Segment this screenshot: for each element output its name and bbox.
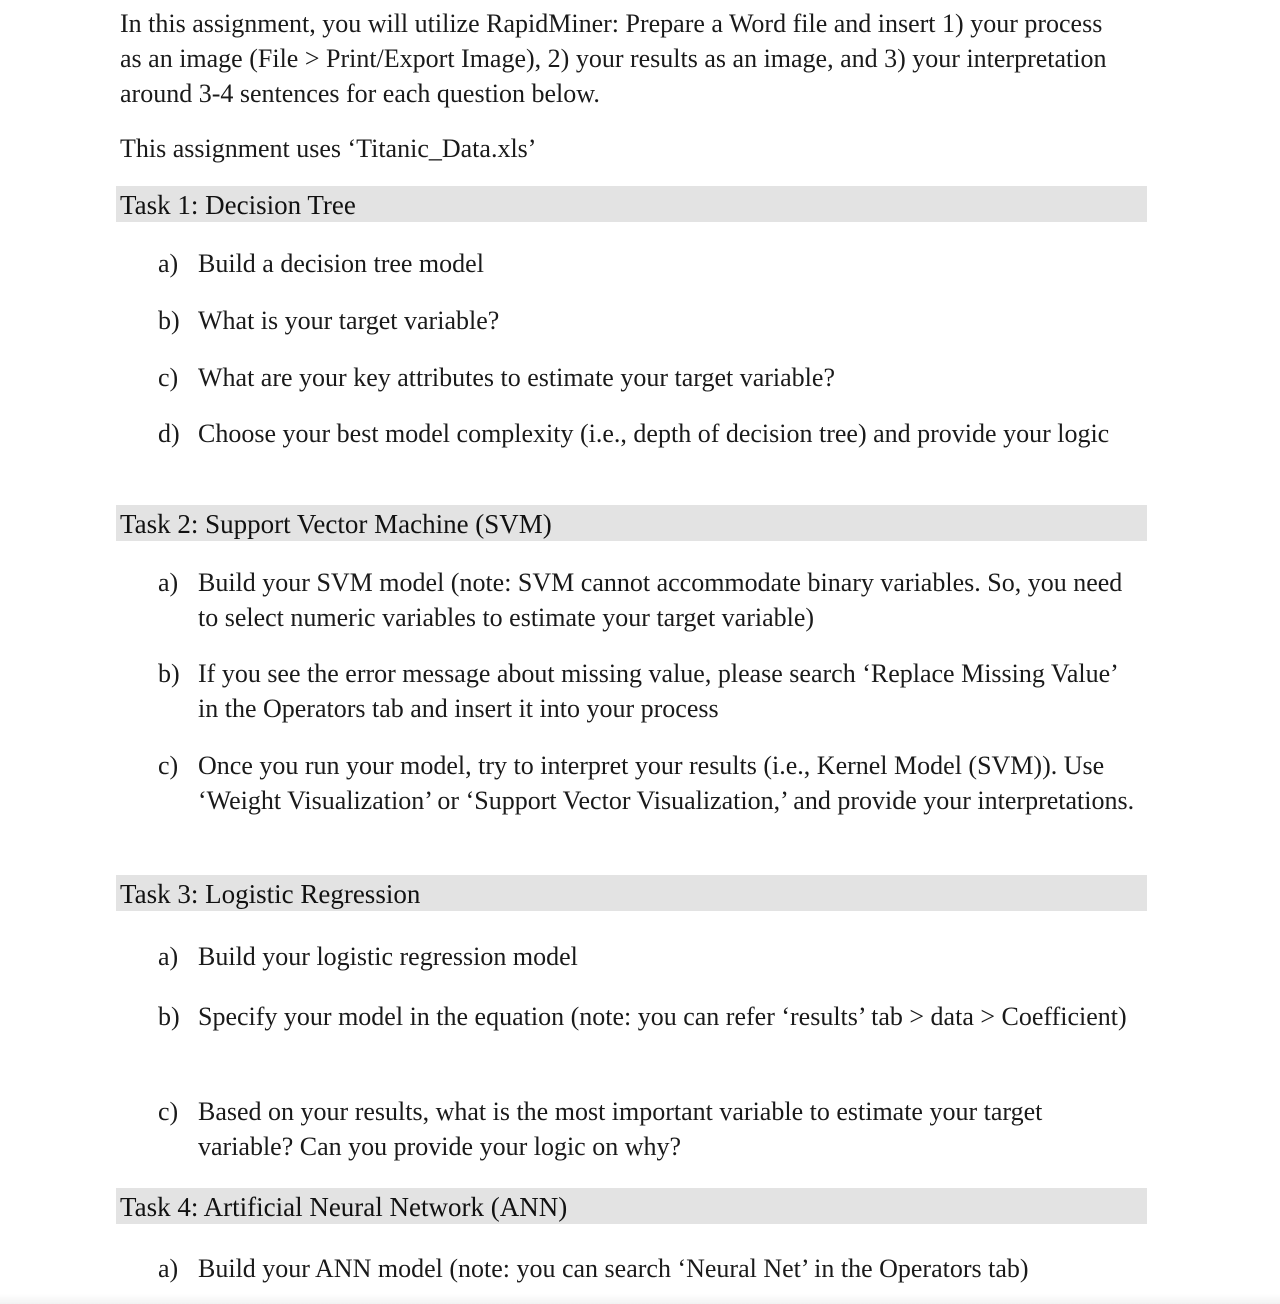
item-marker: c) bbox=[158, 363, 179, 392]
list-item bbox=[158, 1094, 1138, 1164]
item-marker: a) bbox=[158, 1254, 179, 1283]
list-item bbox=[158, 303, 1138, 338]
item-marker: b) bbox=[158, 1002, 180, 1031]
item-text: If you see the error message about missing value, please search ‘Replace Missing Value’ in the Operators tab and insert it into your process bbox=[198, 659, 1117, 723]
item-text: Choose your best model complexity (i.e., depth of decision tree) and provide your logic bbox=[198, 419, 1110, 448]
item-text: Build your logistic regression model bbox=[198, 942, 578, 971]
dataset-note: This assignment uses ‘Titanic_Data.xls’ bbox=[120, 134, 537, 163]
item-text: Build a decision tree model bbox=[198, 249, 484, 278]
item-text: Build your ANN model (note: you can search ‘Neural Net’ in the Operators tab) bbox=[198, 1254, 1029, 1283]
item-marker: a) bbox=[158, 568, 179, 597]
item-text: What are your key attributes to estimate your target variable? bbox=[198, 363, 835, 392]
list-item bbox=[158, 416, 1138, 451]
item-text: Based on your results, what is the most important variable to estimate your target variable? Can you provide your logic on why? bbox=[198, 1097, 1043, 1161]
task-heading-bar bbox=[116, 186, 1147, 222]
list-item bbox=[158, 1251, 1138, 1286]
list-item bbox=[158, 939, 1138, 974]
task-heading-bar bbox=[116, 505, 1147, 541]
list-item bbox=[158, 748, 1138, 818]
task-4-heading: Task 4: Artificial Neural Network (ANN) bbox=[120, 1192, 568, 1222]
item-marker: a) bbox=[158, 942, 179, 971]
list-item bbox=[158, 999, 1138, 1034]
item-marker: d) bbox=[158, 419, 180, 448]
task-2-heading: Task 2: Support Vector Machine (SVM) bbox=[120, 509, 552, 539]
list-item bbox=[158, 360, 1138, 395]
list-item bbox=[158, 565, 1138, 635]
page-bottom-shadow bbox=[0, 1294, 1280, 1304]
item-marker: b) bbox=[158, 306, 180, 335]
list-item bbox=[158, 246, 1138, 281]
task-heading-bar bbox=[116, 875, 1147, 911]
item-marker: c) bbox=[158, 751, 179, 780]
item-text: Build your SVM model (note: SVM cannot accommodate binary variables. So, you need to select numeric variables to estimate your target variable) bbox=[198, 568, 1123, 632]
list-item bbox=[158, 656, 1138, 726]
item-marker: a) bbox=[158, 249, 179, 278]
item-text: Specify your model in the equation (note: you can refer ‘results’ tab > data > Coefficient) bbox=[198, 1002, 1127, 1031]
item-text: Once you run your model, try to interpret your results (i.e., Kernel Model (SVM)). Use ‘Weight Visualization’ or ‘Support Vector Visualization,’ and provide your interpretations. bbox=[198, 751, 1135, 815]
item-text: What is your target variable? bbox=[198, 306, 500, 335]
intro-paragraph: In this assignment, you will utilize RapidMiner: Prepare a Word file and insert 1) your process as an image (File > Print/Export Image), 2) your results as an image, and 3) your interpretation around 3-4 sentences for each question below. bbox=[120, 9, 1107, 108]
task-3-heading: Task 3: Logistic Regression bbox=[120, 879, 421, 909]
item-marker: c) bbox=[158, 1097, 179, 1126]
item-marker: b) bbox=[158, 659, 180, 688]
task-1-heading: Task 1: Decision Tree bbox=[120, 190, 356, 220]
task-heading-bar bbox=[116, 1188, 1147, 1224]
